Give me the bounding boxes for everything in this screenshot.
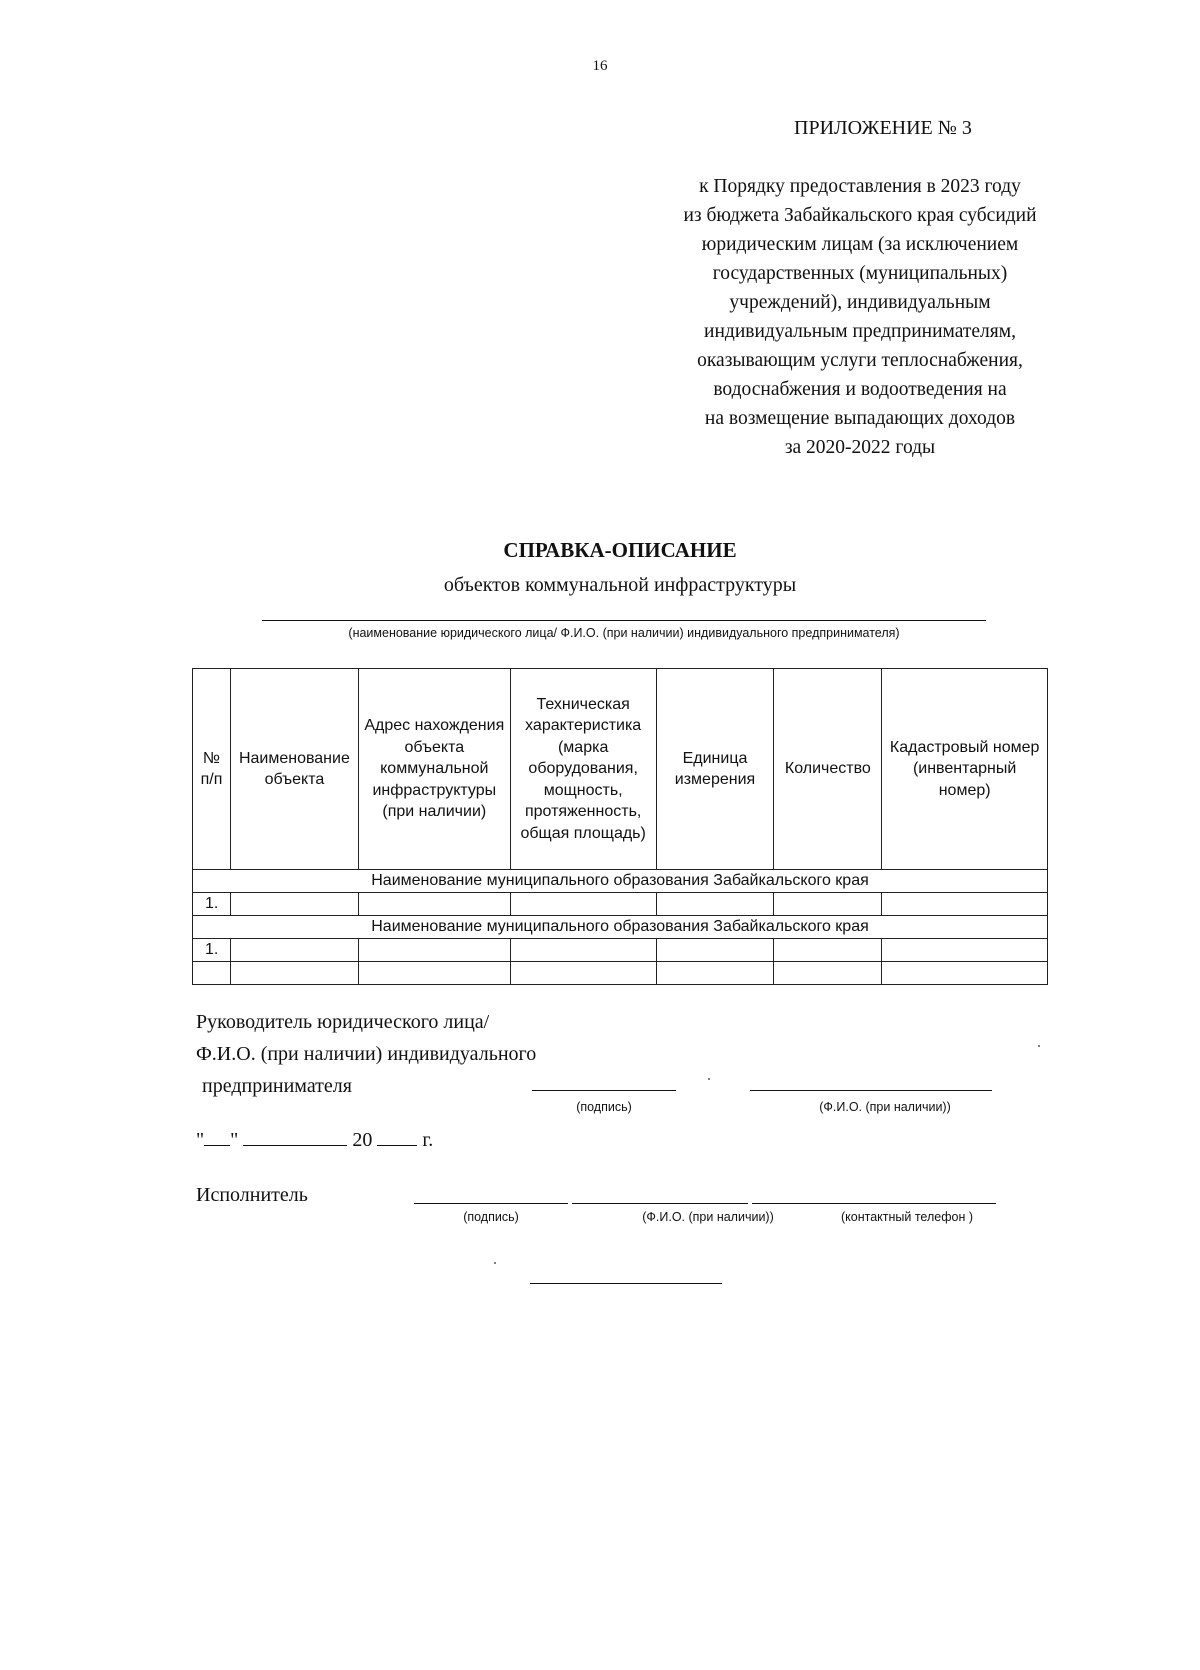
header-cell-cadastral-number: Кадастровый номер (инвентарный номер) <box>882 669 1048 870</box>
row-number-cell: 1. <box>193 939 231 962</box>
scan-speck <box>708 1078 710 1080</box>
head-signature-line[interactable] <box>532 1090 676 1091</box>
appendix-line: юридическим лицам (за исключением <box>701 234 1019 255</box>
appendix-line: из бюджета Забайкальского края субсидий <box>683 205 1037 226</box>
header-cell-name: Наименование объекта <box>230 669 358 870</box>
table-cell[interactable] <box>774 962 882 985</box>
table-cell[interactable] <box>510 893 656 916</box>
table-cell[interactable] <box>656 893 774 916</box>
table-cell[interactable] <box>510 939 656 962</box>
table-cell[interactable] <box>774 939 882 962</box>
page-number: 16 <box>592 58 608 74</box>
scan-speck <box>494 1262 496 1264</box>
table-header-row <box>193 669 1048 870</box>
executor-label: Исполнитель <box>196 1184 308 1206</box>
header-cell-number: № п/п <box>193 669 231 870</box>
head-label-line1: Руководитель юридического лица/ <box>196 1011 490 1033</box>
head-label-line3: предпринимателя <box>202 1075 352 1097</box>
executor-signature-line[interactable] <box>414 1203 568 1204</box>
appendix-line: индивидуальным предпринимателям, <box>704 321 1016 342</box>
date-day-field[interactable] <box>204 1127 230 1146</box>
table-cell[interactable] <box>230 962 358 985</box>
table-cell[interactable] <box>358 939 510 962</box>
infrastructure-objects-table <box>192 668 1048 985</box>
table-cell[interactable] <box>882 962 1048 985</box>
table-cell[interactable] <box>358 893 510 916</box>
date-year-field[interactable] <box>377 1127 417 1146</box>
executor-signature-caption: (подпись) <box>463 1210 519 1224</box>
date-suffix: г. <box>422 1129 434 1151</box>
date-month-field[interactable] <box>243 1127 347 1146</box>
appendix-line: учреждений), индивидуальным <box>729 292 991 313</box>
date-quote-open: " <box>196 1129 205 1151</box>
executor-fio-caption: (Ф.И.О. (при наличии)) <box>642 1210 774 1224</box>
date-quote-close: " <box>230 1129 239 1151</box>
table-cell[interactable] <box>774 893 882 916</box>
executor-phone-caption: (контактный телефон ) <box>841 1210 973 1224</box>
appendix-line: государственных (муниципальных) <box>712 263 1008 284</box>
document-title: СПРАВКА-ОПИСАНИЕ <box>503 538 737 562</box>
appendix-line: оказывающим услуги теплоснабжения, <box>697 350 1023 371</box>
table-cell[interactable] <box>882 893 1048 916</box>
table-cell[interactable] <box>230 939 358 962</box>
organization-name-line[interactable] <box>262 620 986 621</box>
header-cell-unit: Единица измерения <box>656 669 774 870</box>
section-label: Наименование муниципального образования Забайкальского края <box>193 870 1048 893</box>
table-cell[interactable] <box>656 939 774 962</box>
footer-separator-line <box>530 1283 722 1284</box>
table-row <box>193 893 1048 916</box>
head-label-line2: Ф.И.О. (при наличии) индивидуального <box>196 1043 537 1065</box>
appendix-text <box>640 172 1080 462</box>
appendix-line: водоснабжения и водоотведения на <box>713 379 1007 400</box>
table-cell[interactable] <box>656 962 774 985</box>
header-cell-quantity: Количество <box>774 669 882 870</box>
appendix-line: на возмещение выпадающих доходов <box>704 408 1016 429</box>
table-cell[interactable] <box>230 893 358 916</box>
section-label: Наименование муниципального образования Забайкальского края <box>193 916 1048 939</box>
date-row <box>196 1127 433 1152</box>
table-row <box>193 962 1048 985</box>
table-cell[interactable] <box>882 939 1048 962</box>
executor-phone-line[interactable] <box>752 1203 996 1204</box>
row-number-cell: 1. <box>193 893 231 916</box>
executor-fio-line[interactable] <box>572 1203 748 1204</box>
table-section-row <box>193 916 1048 939</box>
table-cell[interactable] <box>193 962 231 985</box>
appendix-title: ПРИЛОЖЕНИЕ № 3 <box>794 117 972 139</box>
head-fio-line[interactable] <box>750 1090 992 1091</box>
head-signature-caption: (подпись) <box>576 1100 632 1114</box>
header-cell-address: Адрес нахождения объекта коммунальной инфраструктуры (при наличии) <box>358 669 510 870</box>
table-row <box>193 939 1048 962</box>
table-cell[interactable] <box>510 962 656 985</box>
document-subtitle: объектов коммунальной инфраструктуры <box>443 574 797 596</box>
appendix-line: за 2020-2022 годы <box>784 437 936 458</box>
header-cell-tech-characteristics: Техническая характеристика (марка оборудования, мощность, протяженность, общая площадь) <box>510 669 656 870</box>
table-cell[interactable] <box>358 962 510 985</box>
scan-speck <box>1038 1045 1040 1047</box>
date-year-prefix: 20 <box>352 1129 373 1151</box>
table-section-row <box>193 870 1048 893</box>
organization-name-caption: (наименование юридического лица/ Ф.И.О. (при наличии) индивидуального предпринимателя) <box>348 626 900 640</box>
appendix-line: к Порядку предоставления в 2023 году <box>699 176 1021 197</box>
head-fio-caption: (Ф.И.О. (при наличии)) <box>819 1100 951 1114</box>
